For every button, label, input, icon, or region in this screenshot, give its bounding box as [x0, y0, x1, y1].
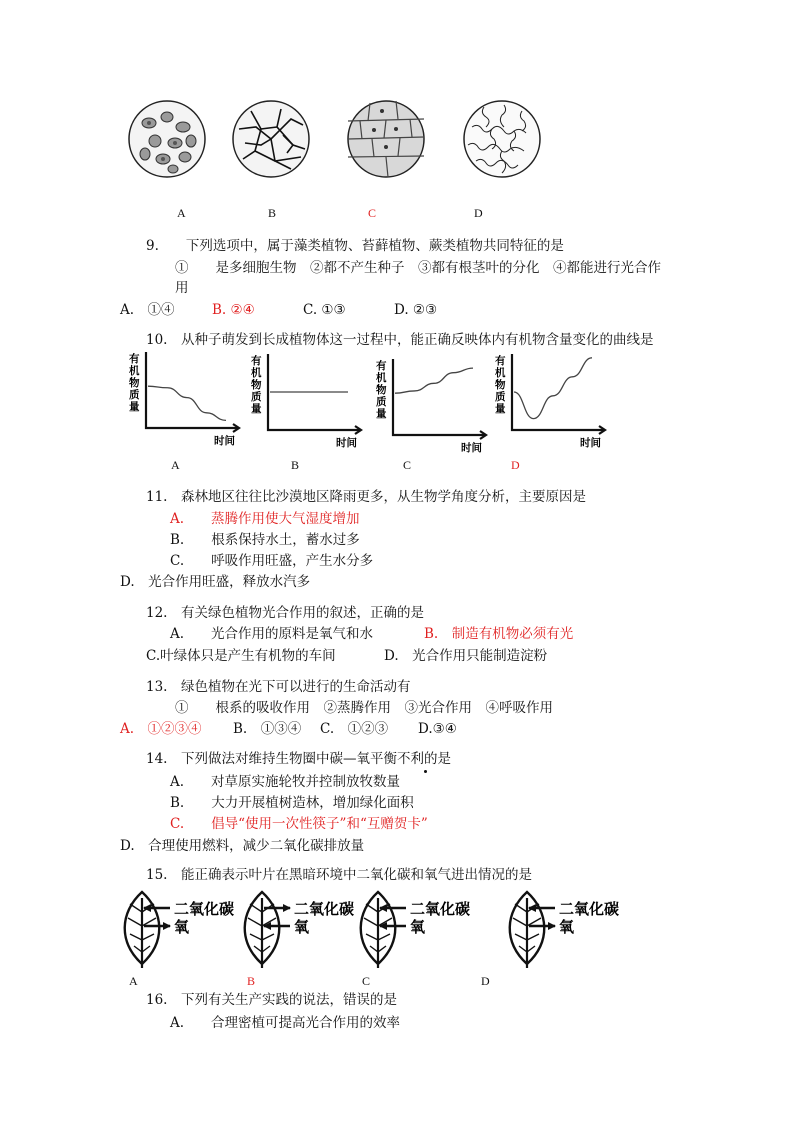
y-axis-label-char: 量 [495, 403, 506, 415]
q11-option-c: C. 呼吸作用旺盛，产生水分多 [170, 553, 374, 569]
q9-statements-cont: 用 [175, 280, 189, 296]
y-axis-label-char: 机 [129, 365, 140, 377]
figure1-label-d: D [474, 206, 483, 220]
q10-graph-c [373, 353, 503, 463]
q12-option-a: A. 光合作用的原料是氧气和水 [170, 626, 374, 642]
y-axis-label-char: 质 [251, 391, 262, 403]
q16-stem: 16. 下列有关生产实践的说法，错误的是 [146, 992, 397, 1008]
y-axis-label-char: 质 [129, 389, 140, 401]
oxygen-label: 氧 [410, 918, 426, 936]
q13-stem: 13. 绿色植物在光下可以进行的生命活动有 [146, 679, 411, 695]
y-axis-label-char: 量 [251, 403, 262, 415]
q10-label-d-answer: D [511, 458, 520, 472]
q9-option-a: A. ①④ [120, 302, 175, 318]
x-axis-label: 时间 [214, 435, 235, 447]
axis [512, 354, 604, 430]
q13-statements: ① 根系的吸收作用 ②蒸腾作用 ③光合作用 ④呼吸作用 [175, 700, 553, 716]
q13-option-a-answer: A. ①②③④ [120, 721, 202, 737]
q10-graph-b [248, 348, 378, 458]
q9-option-d: D. ②③ [394, 302, 438, 318]
y-axis-label-char: 有 [376, 360, 387, 372]
q10-label-a: A [171, 458, 180, 472]
q10-graph-a [126, 346, 256, 456]
y-axis-label-char: 质 [376, 396, 387, 408]
q13-option-c: C. ①②③ [320, 721, 389, 737]
q10-graph-d [492, 348, 622, 458]
q14-stem: 14. 下列做法对维持生物圈中碳—氧平衡不利的是 [146, 751, 451, 767]
oxygen-label: 氧 [294, 918, 310, 936]
y-axis-label-char: 机 [251, 367, 262, 379]
data-curve [395, 368, 473, 393]
q11-option-d: D. 光合作用旺盛，释放水汽多 [120, 574, 311, 590]
q15-leaf-diagram-d [503, 888, 633, 968]
q13-option-d: D.③④ [418, 721, 457, 737]
q16-option-a: A. 合理密植可提高光合作用的效率 [170, 1015, 401, 1031]
q15-label-c: C [362, 974, 371, 988]
y-axis-label-char: 物 [251, 379, 262, 391]
y-axis-label-char: 物 [495, 379, 506, 391]
y-axis-label-char: 质 [495, 391, 506, 403]
co2-label: 二氧化碳 [559, 900, 620, 918]
y-axis-label-char: 机 [495, 367, 506, 379]
co2-label: 二氧化碳 [174, 900, 235, 918]
y-axis-label-char: 量 [376, 408, 387, 420]
q11-option-b: B. 根系保持水土，蓄水过多 [170, 532, 360, 548]
figure1-label-c-answer: C [368, 206, 377, 220]
x-axis-label: 时间 [461, 442, 482, 454]
y-axis-label-char: 有 [495, 355, 506, 367]
q9-statements: ① 是多细胞生物 ②都不产生种子 ③都有根茎叶的分化 ④都能进行光合作 [175, 260, 661, 276]
data-curve [514, 358, 592, 419]
q14-option-c-answer: C. 倡导“使用一次性筷子”和“互赠贺卡” [170, 816, 428, 832]
q13-option-b: B. ①③④ [233, 721, 302, 737]
q15-label-a: A [129, 974, 138, 988]
q14-option-b: B. 大力开展植树造林，增加绿化面积 [170, 795, 414, 811]
y-axis-label-char: 物 [129, 377, 140, 389]
q10-label-c: C [403, 458, 412, 472]
q12-option-b-answer: B. 制造有机物必须有光 [424, 626, 574, 642]
co2-label: 二氧化碳 [410, 900, 471, 918]
q15-label-b-answer: B [247, 974, 256, 988]
figure1-label-a: A [177, 206, 186, 220]
y-axis-label-char: 有 [129, 353, 140, 365]
q15-label-d: D [481, 974, 490, 988]
axis [146, 352, 238, 428]
y-axis-label-char: 物 [376, 384, 387, 396]
q15-leaf-diagram-c [354, 888, 484, 968]
q10-stem: 10. 从种子萌发到长成植物体这一过程中，能正确反映体内有机物含量变化的曲线是 [146, 332, 654, 348]
axis [393, 359, 485, 435]
q11-stem: 11. 森林地区往往比沙漠地区降雨更多，从生物学角度分析，主要原因是 [146, 489, 586, 505]
q9-option-b-answer: B. ②④ [212, 302, 255, 318]
q14-option-d: D. 合理使用燃料，减少二氧化碳排放量 [120, 838, 365, 854]
q12-option-c: C.叶绿体只是产生有机物的车间 [146, 648, 336, 664]
data-curve [148, 386, 226, 420]
q9-stem: 9. 下列选项中，属于藻类植物、苔藓植物、蕨类植物共同特征的是 [146, 238, 564, 254]
q11-option-a-answer: A. 蒸腾作用使大气湿度增加 [170, 511, 360, 527]
co2-label: 二氧化碳 [294, 900, 355, 918]
y-axis-label-char: 机 [376, 372, 387, 384]
q15-stem: 15. 能正确表示叶片在黑暗环境中二氧化碳和氧气进出情况的是 [146, 867, 532, 883]
arrowhead [283, 904, 291, 912]
y-axis-label-char: 有 [251, 355, 262, 367]
y-axis-label-char: 量 [129, 401, 140, 413]
microscope-view-d [462, 99, 542, 179]
microscope-view-b [231, 99, 311, 179]
q15-leaf-diagram-a [118, 888, 248, 968]
arrowhead [548, 922, 556, 930]
q12-option-d: D. 光合作用只能制造淀粉 [384, 648, 548, 664]
oxygen-label: 氧 [174, 918, 190, 936]
q12-stem: 12. 有关绿色植物光合作用的叙述，正确的是 [146, 605, 424, 621]
x-axis-label: 时间 [580, 437, 601, 449]
emphasis-dot [424, 770, 427, 773]
q9-option-c: C. ①③ [303, 302, 346, 318]
q15-leaf-diagram-b [238, 888, 368, 968]
microscope-view-a [127, 99, 207, 179]
q10-label-b: B [291, 458, 300, 472]
arrowhead [163, 922, 171, 930]
microscope-view-c [346, 99, 426, 179]
oxygen-label: 氧 [559, 918, 575, 936]
q14-option-a: A. 对草原实施轮牧并控制放牧数量 [170, 774, 401, 790]
x-axis-label: 时间 [336, 437, 357, 449]
figure1-label-b: B [268, 206, 277, 220]
